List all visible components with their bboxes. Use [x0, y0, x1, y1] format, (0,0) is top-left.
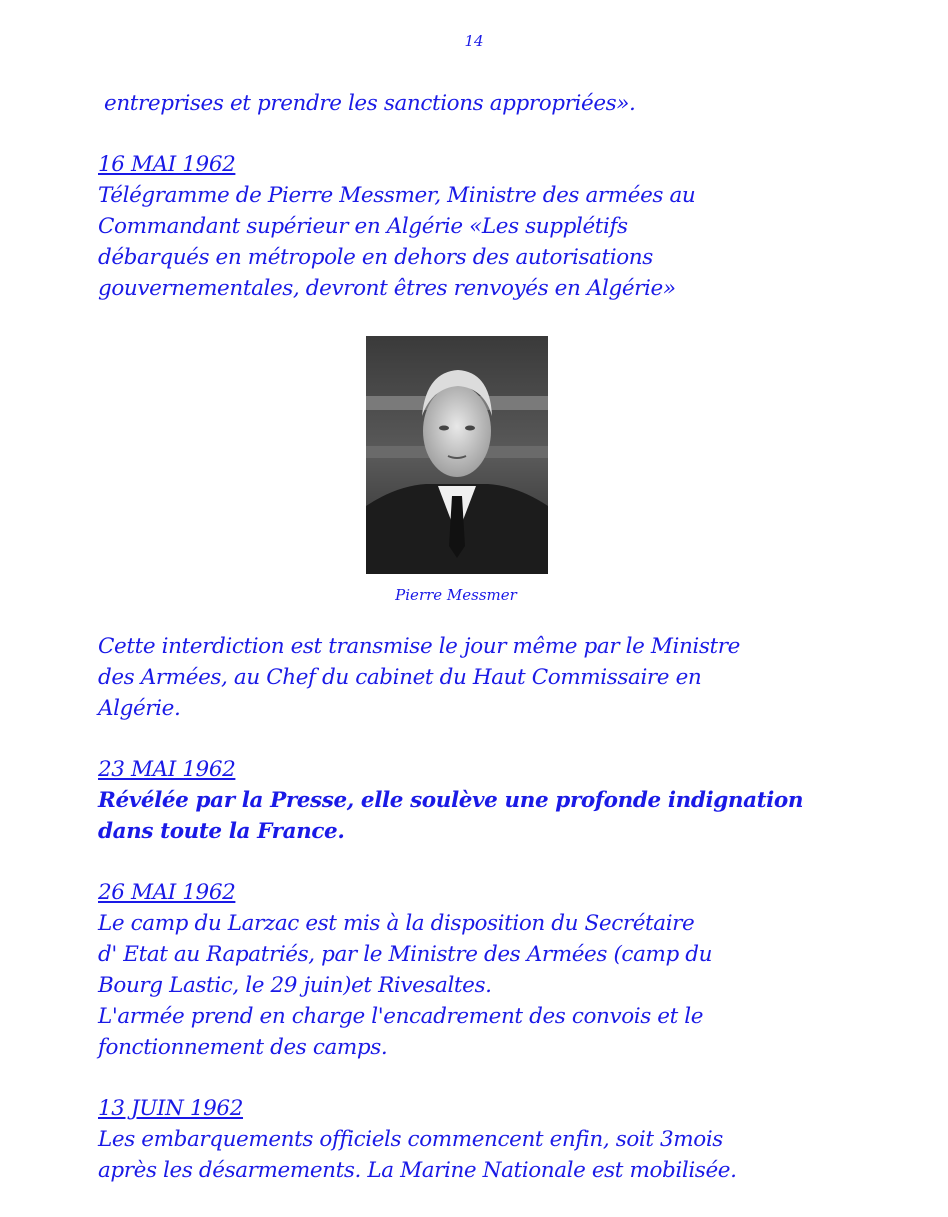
text-line: Le camp du Larzac est mis à la disposition du Secrétaire — [98, 911, 695, 936]
text-line: dans toute la France. — [98, 819, 345, 844]
portrait-photo — [366, 336, 548, 574]
text-line: Révélée par la Presse, elle soulève une profonde indignation — [98, 788, 804, 813]
text-line: Algérie. — [98, 696, 181, 721]
entry-date: 23 MAI 1962 — [98, 757, 236, 782]
entry-date: 16 MAI 1962 — [98, 152, 236, 177]
text-line: Cette interdiction est transmise le jour même par le Ministre — [98, 634, 740, 659]
photo-caption: Pierre Messmer — [395, 586, 517, 604]
entry-23-mai — [98, 754, 878, 847]
text-line: L'armée prend en charge l'encadrement des convois et le — [98, 1004, 704, 1029]
text-line: gouvernementales, devront êtres renvoyés en Algérie» — [98, 276, 676, 301]
text-line: des Armées, au Chef du cabinet du Haut Commissaire en — [98, 665, 702, 690]
entry-date: 13 JUIN 1962 — [98, 1096, 243, 1121]
text-line: Bourg Lastic, le 29 juin)et Rivesaltes. — [98, 973, 492, 998]
paragraph-interdiction — [98, 631, 878, 724]
text-line: débarqués en métropole en dehors des autorisations — [98, 245, 653, 270]
entry-16-mai — [98, 149, 878, 304]
text-line: d' Etat au Rapatriés, par le Ministre des Armées (camp du — [98, 942, 713, 967]
intro-line — [104, 88, 884, 119]
page-number: 14 — [464, 32, 484, 50]
portrait-image — [366, 336, 548, 574]
entry-13-juin — [98, 1093, 878, 1186]
entry-date: 26 MAI 1962 — [98, 880, 236, 905]
text-line: Commandant supérieur en Algérie «Les supplétifs — [98, 214, 628, 239]
text-line: après les désarmements. La Marine Nationale est mobilisée. — [98, 1158, 737, 1183]
text-line: fonctionnement des camps. — [98, 1035, 388, 1060]
text-line: Les embarquements officiels commencent enfin, soit 3mois — [98, 1127, 723, 1152]
text-line: Télégramme de Pierre Messmer, Ministre des armées au — [98, 183, 696, 208]
text-line: entreprises et prendre les sanctions appropriées». — [104, 91, 636, 116]
entry-26-mai — [98, 877, 878, 1063]
